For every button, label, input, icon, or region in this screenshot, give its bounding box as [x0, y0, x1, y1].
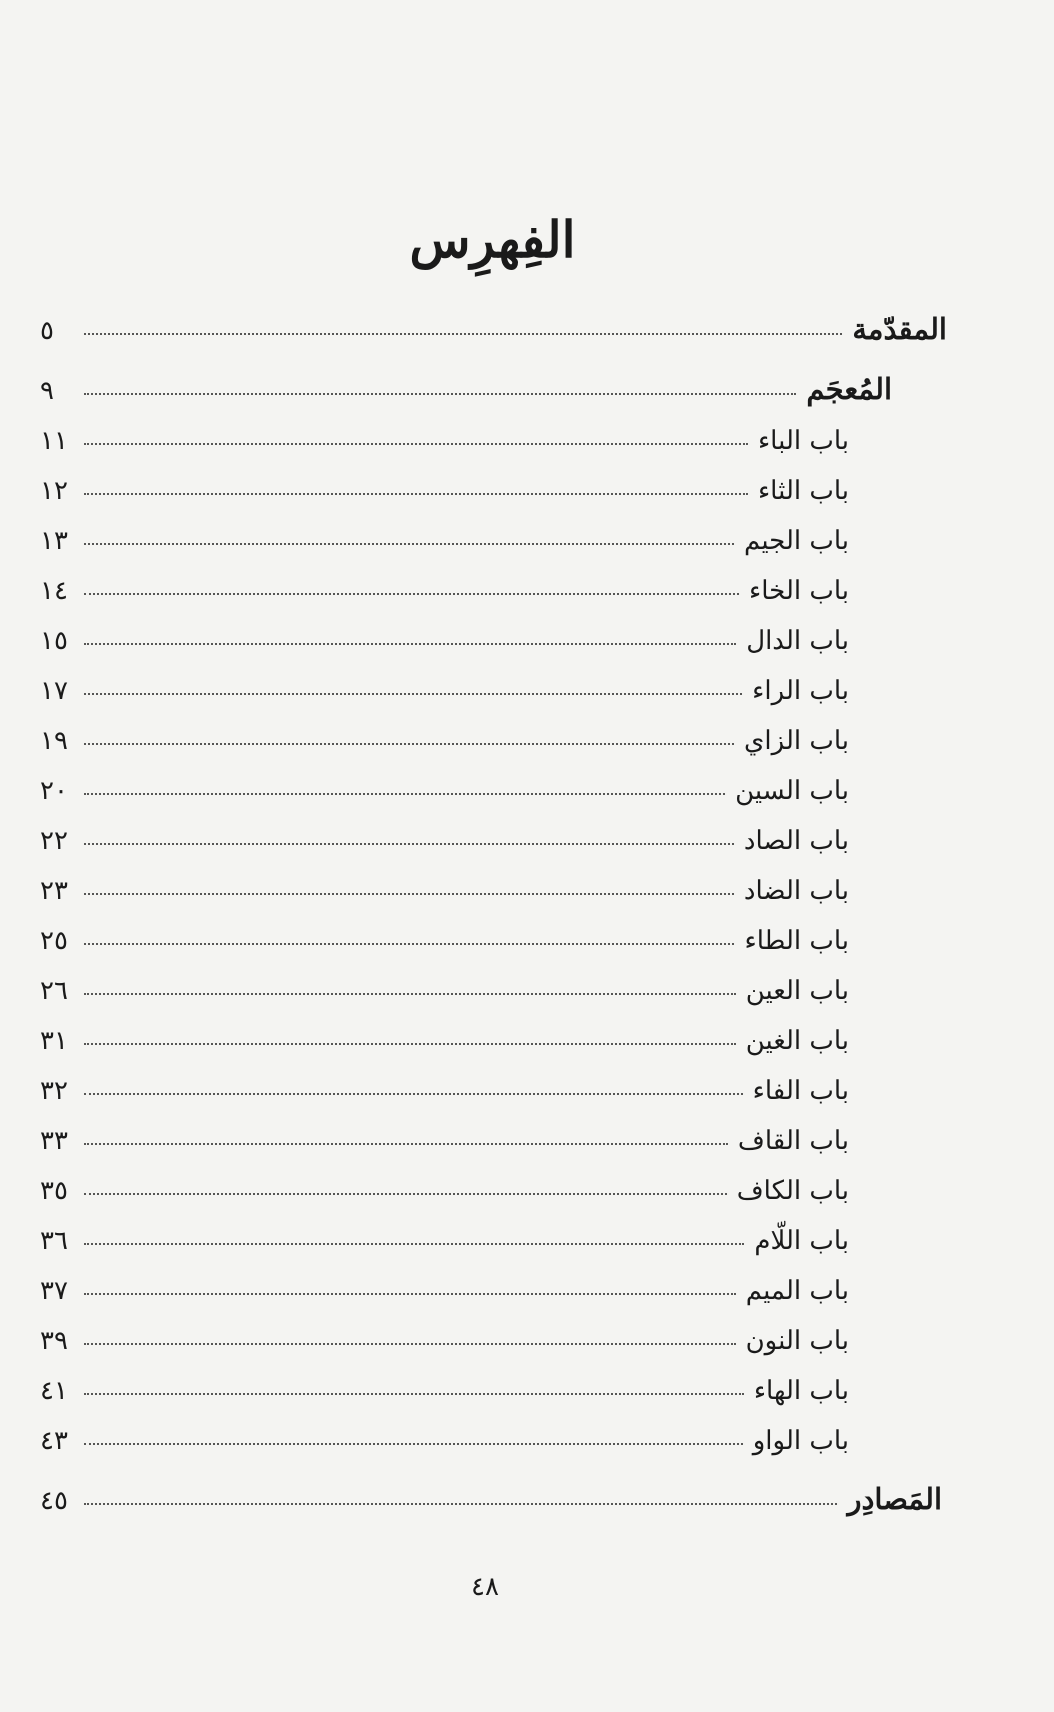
toc-entry-label: باب النون: [745, 1326, 849, 1356]
toc-entry: [40, 406, 849, 454]
toc-entry-label: باب الخاء: [749, 576, 849, 606]
toc-entry-page: ٤١: [40, 1376, 68, 1406]
toc-entry-page: ١٥: [40, 626, 68, 656]
toc-entry-page: ٤٣: [40, 1426, 68, 1456]
toc-entry-page: ٣١: [40, 1026, 68, 1056]
dot-leader: [84, 1443, 743, 1445]
dot-leader: [84, 593, 739, 595]
toc-entry-label: باب الفاء: [752, 1076, 849, 1106]
toc-entry-label: باب الزاي: [744, 726, 849, 756]
dot-leader: [84, 443, 748, 445]
dot-leader: [84, 693, 742, 695]
dot-leader: [84, 843, 734, 845]
toc-entry-label: باب السين: [735, 776, 849, 806]
toc-entry: [40, 1256, 849, 1304]
toc-entry: [40, 1106, 849, 1154]
toc-entry: [40, 1206, 849, 1254]
toc-entry-label: باب الطاء: [744, 926, 849, 956]
toc-entry-label: باب الدال: [746, 626, 849, 656]
toc-entry: [40, 956, 849, 1004]
toc-entry-page: ٢٢: [40, 826, 68, 856]
toc-entry-label: باب الكاف: [736, 1176, 849, 1206]
dot-leader: [84, 1503, 837, 1505]
toc-entry: [40, 296, 947, 344]
dot-leader: [84, 743, 734, 745]
toc-entry: [40, 1056, 849, 1104]
toc-entry-page: ٢٣: [40, 876, 68, 906]
dot-leader: [84, 1193, 727, 1195]
toc-entry-label: باب اللّام: [754, 1226, 849, 1256]
dot-leader: [84, 943, 734, 945]
toc-entry-page: ٥: [40, 316, 54, 346]
toc-entry-label: باب الثاء: [757, 476, 849, 506]
dot-leader: [84, 993, 736, 995]
toc-entry: [40, 906, 849, 954]
toc-entry-page: ٣٦: [40, 1226, 68, 1256]
toc-entry-label: باب العين: [745, 976, 849, 1006]
toc-entry-label: باب الميم: [745, 1276, 849, 1306]
dot-leader: [84, 1043, 736, 1045]
toc-entry-label: المقدّمة: [852, 312, 947, 346]
toc-entry-page: ١٧: [40, 676, 68, 706]
toc-entry-label: المُعجَم: [806, 372, 892, 406]
toc-entry-label: باب الواو: [752, 1426, 849, 1456]
toc-entry-label: باب الراء: [752, 676, 849, 706]
toc-entry-page: ٣٧: [40, 1276, 68, 1306]
dot-leader: [84, 1393, 744, 1395]
toc-entry-page: ٣٣: [40, 1126, 68, 1156]
page-title: الفِهرِس: [409, 210, 576, 269]
toc-entry-page: ١٤: [40, 576, 68, 606]
toc-entry-page: ١٣: [40, 526, 68, 556]
dot-leader: [84, 1343, 736, 1345]
toc-entry-page: ٢٥: [40, 926, 68, 956]
toc-entry-page: ٢٦: [40, 976, 68, 1006]
toc-entry-page: ٢٠: [40, 776, 68, 806]
toc-entry: [40, 756, 849, 804]
toc-entry-label: باب الضاد: [743, 876, 849, 906]
toc-entry-page: ١١: [40, 426, 68, 456]
dot-leader: [84, 793, 725, 795]
dot-leader: [84, 1243, 744, 1245]
toc-entry-page: ١٢: [40, 476, 68, 506]
dot-leader: [84, 393, 796, 395]
toc-entry-label: باب الصاد: [743, 826, 849, 856]
dot-leader: [84, 893, 734, 895]
toc-entry: [40, 356, 892, 404]
toc-entry-label: باب القاف: [737, 1126, 849, 1156]
toc-entry-page: ١٩: [40, 726, 68, 756]
toc-entry: [40, 556, 849, 604]
toc-entry: [40, 1156, 849, 1204]
toc-entry: [40, 706, 849, 754]
toc-entry-label: باب الجيم: [744, 526, 849, 556]
toc-entry-page: ٣٢: [40, 1076, 68, 1106]
toc-entry: [40, 1306, 849, 1354]
toc-entry-page: ٣٥: [40, 1176, 68, 1206]
toc-entry-label: باب الغين: [745, 1026, 849, 1056]
dot-leader: [84, 643, 736, 645]
dot-leader: [84, 543, 734, 545]
toc-entry-label: باب الباء: [757, 426, 849, 456]
toc-entry: [40, 506, 849, 554]
toc-entry: [40, 1006, 849, 1054]
page-number: ٤٨: [471, 1572, 499, 1602]
toc-entry: [40, 1406, 849, 1454]
dot-leader: [84, 333, 842, 335]
dot-leader: [84, 1093, 743, 1095]
toc-entry-page: ٤٥: [40, 1486, 68, 1516]
toc-entry: [40, 656, 849, 704]
toc-entry: [40, 456, 849, 504]
toc-entry: [40, 1356, 849, 1404]
toc-entry-label: باب الهاء: [753, 1376, 849, 1406]
toc-entry-label: المَصادِر: [847, 1482, 942, 1516]
toc-entry: [40, 606, 849, 654]
dot-leader: [84, 493, 748, 495]
dot-leader: [84, 1293, 736, 1295]
toc-entry: [40, 856, 849, 904]
toc-entry: [40, 806, 849, 854]
toc-entry-page: ٩: [40, 376, 54, 406]
toc-entry: [40, 1466, 942, 1514]
toc-entry-page: ٣٩: [40, 1326, 68, 1356]
dot-leader: [84, 1143, 728, 1145]
